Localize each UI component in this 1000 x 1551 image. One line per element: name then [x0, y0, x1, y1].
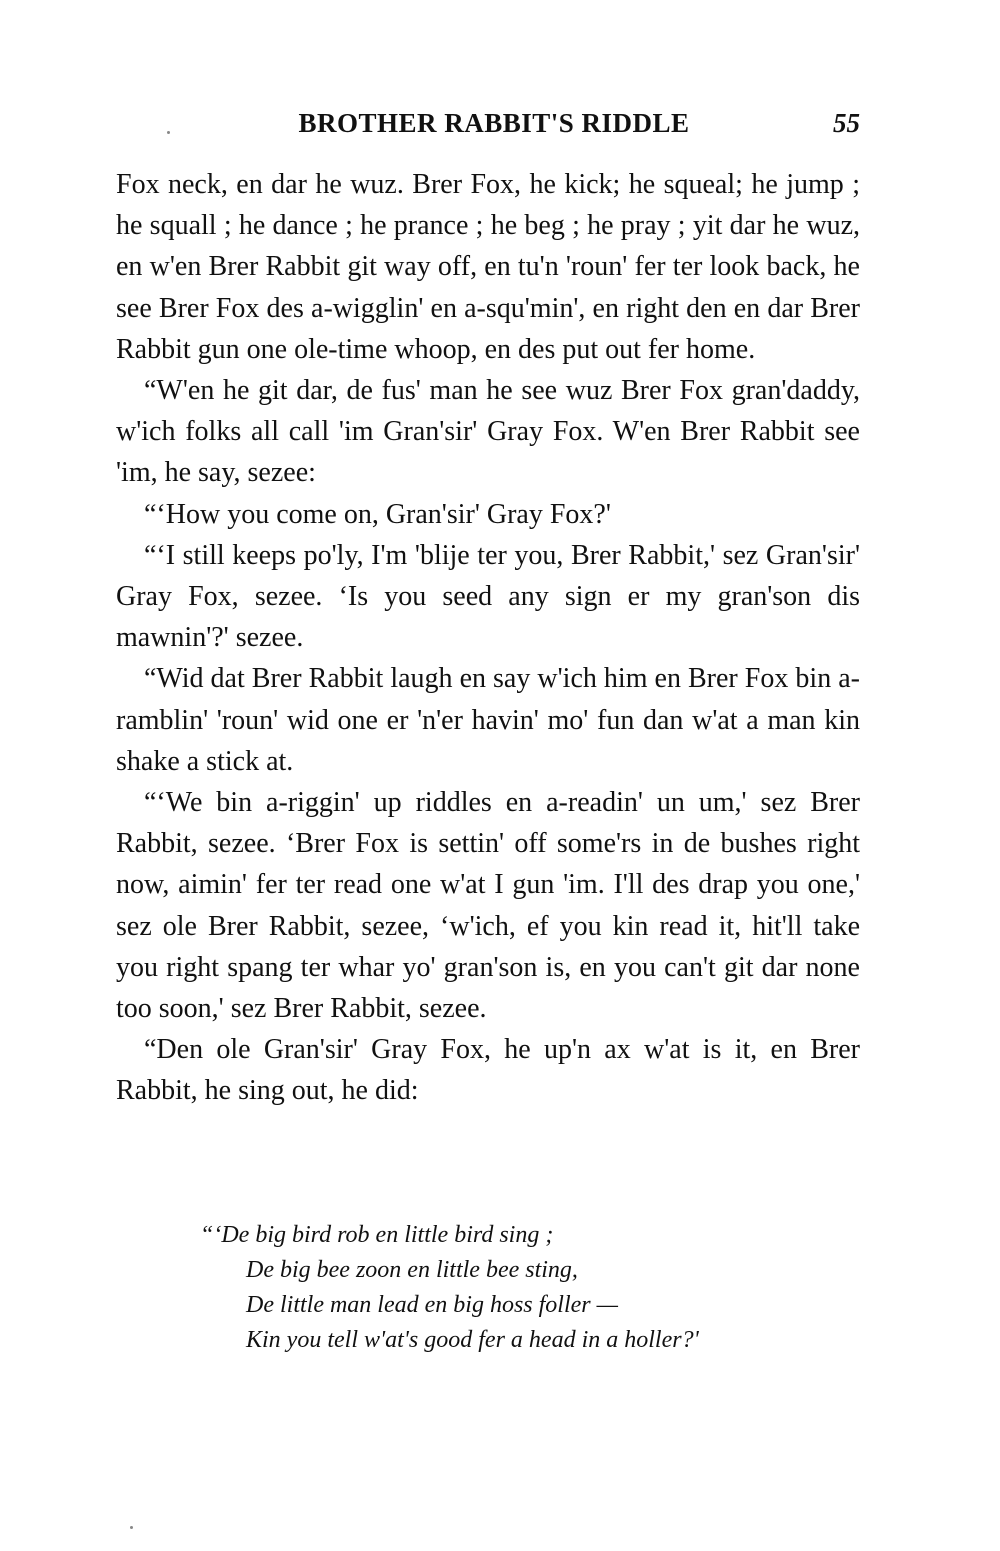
paragraph: “‘We bin a-riggin' up riddles en a-readin' un um,' sez Brer Rabbit, sezee. ‘Brer Fox is settin' off some'rs in de bushes right now, aimin' fer ter read one w'at I gun 'im. I'll des drap you one,' sez ole Brer Rabbit, sezee, ‘w'ich, ef you kin read it, hit'll take you right spang ter whar yo' gran'son is, en you can't git dar none too soon,' sez Brer Rabbit, sezee. — [116, 787, 860, 1025]
riddle-verse — [200, 1218, 840, 1358]
verse-line: De big bee zoon en little bee sting, — [246, 1257, 578, 1283]
running-head — [116, 103, 860, 147]
paragraph: “Den ole Gran'sir' Gray Fox, he up'n ax w'at is it, en Brer Rabbit, he sing out, he did: — [116, 1034, 860, 1107]
paragraph: “‘I still keeps po'ly, I'm 'blije ter you, Brer Rabbit,' sez Gran'sir' Gray Fox, sezee. ‘Is you seed any sign er my gran'son dis mawnin'?' sezee. — [116, 539, 860, 654]
paragraph: “W'en he git dar, de fus' man he see wuz Brer Fox gran'daddy, w'ich folks all call 'im Gran'sir' Gray Fox. W'en Brer Rabbit see 'im, he say, sezee: — [116, 375, 860, 489]
page-number: 55 — [833, 108, 860, 138]
paragraph: “Wid dat Brer Rabbit laugh en say w'ich him en Brer Fox bin a-ramblin' 'roun' wid one er 'n'er havin' mo' fun dan w'at a man kin shake a stick at. — [116, 663, 860, 777]
paragraph: “‘How you come on, Gran'sir' Gray Fox?' — [144, 498, 611, 530]
body-text — [116, 164, 860, 1112]
verse-line: “‘De big bird rob en little bird sing ; — [200, 1222, 554, 1248]
running-title: BROTHER RABBIT'S RIDDLE — [298, 108, 690, 138]
verse-line: Kin you tell w'at's good fer a head in a holler?' — [246, 1327, 699, 1353]
scan-speck — [167, 131, 170, 134]
scan-speck — [130, 1526, 133, 1529]
paragraph-continuation: Fox neck, en dar he wuz. Brer Fox, he kick; he squeal; he jump ; he squall ; he dance ; he prance ; he beg ; he pray ; yit dar he wuz, en w'en Brer Rabbit git way off, en tu'n 'roun' fer ter look back, he see Brer Fox des a-wigglin' en a-squ'min', en right den en dar Brer Rabbit gun one ole-time whoop, en des put out fer home. — [116, 169, 860, 365]
verse-line: De little man lead en big hoss foller — — [246, 1292, 618, 1318]
